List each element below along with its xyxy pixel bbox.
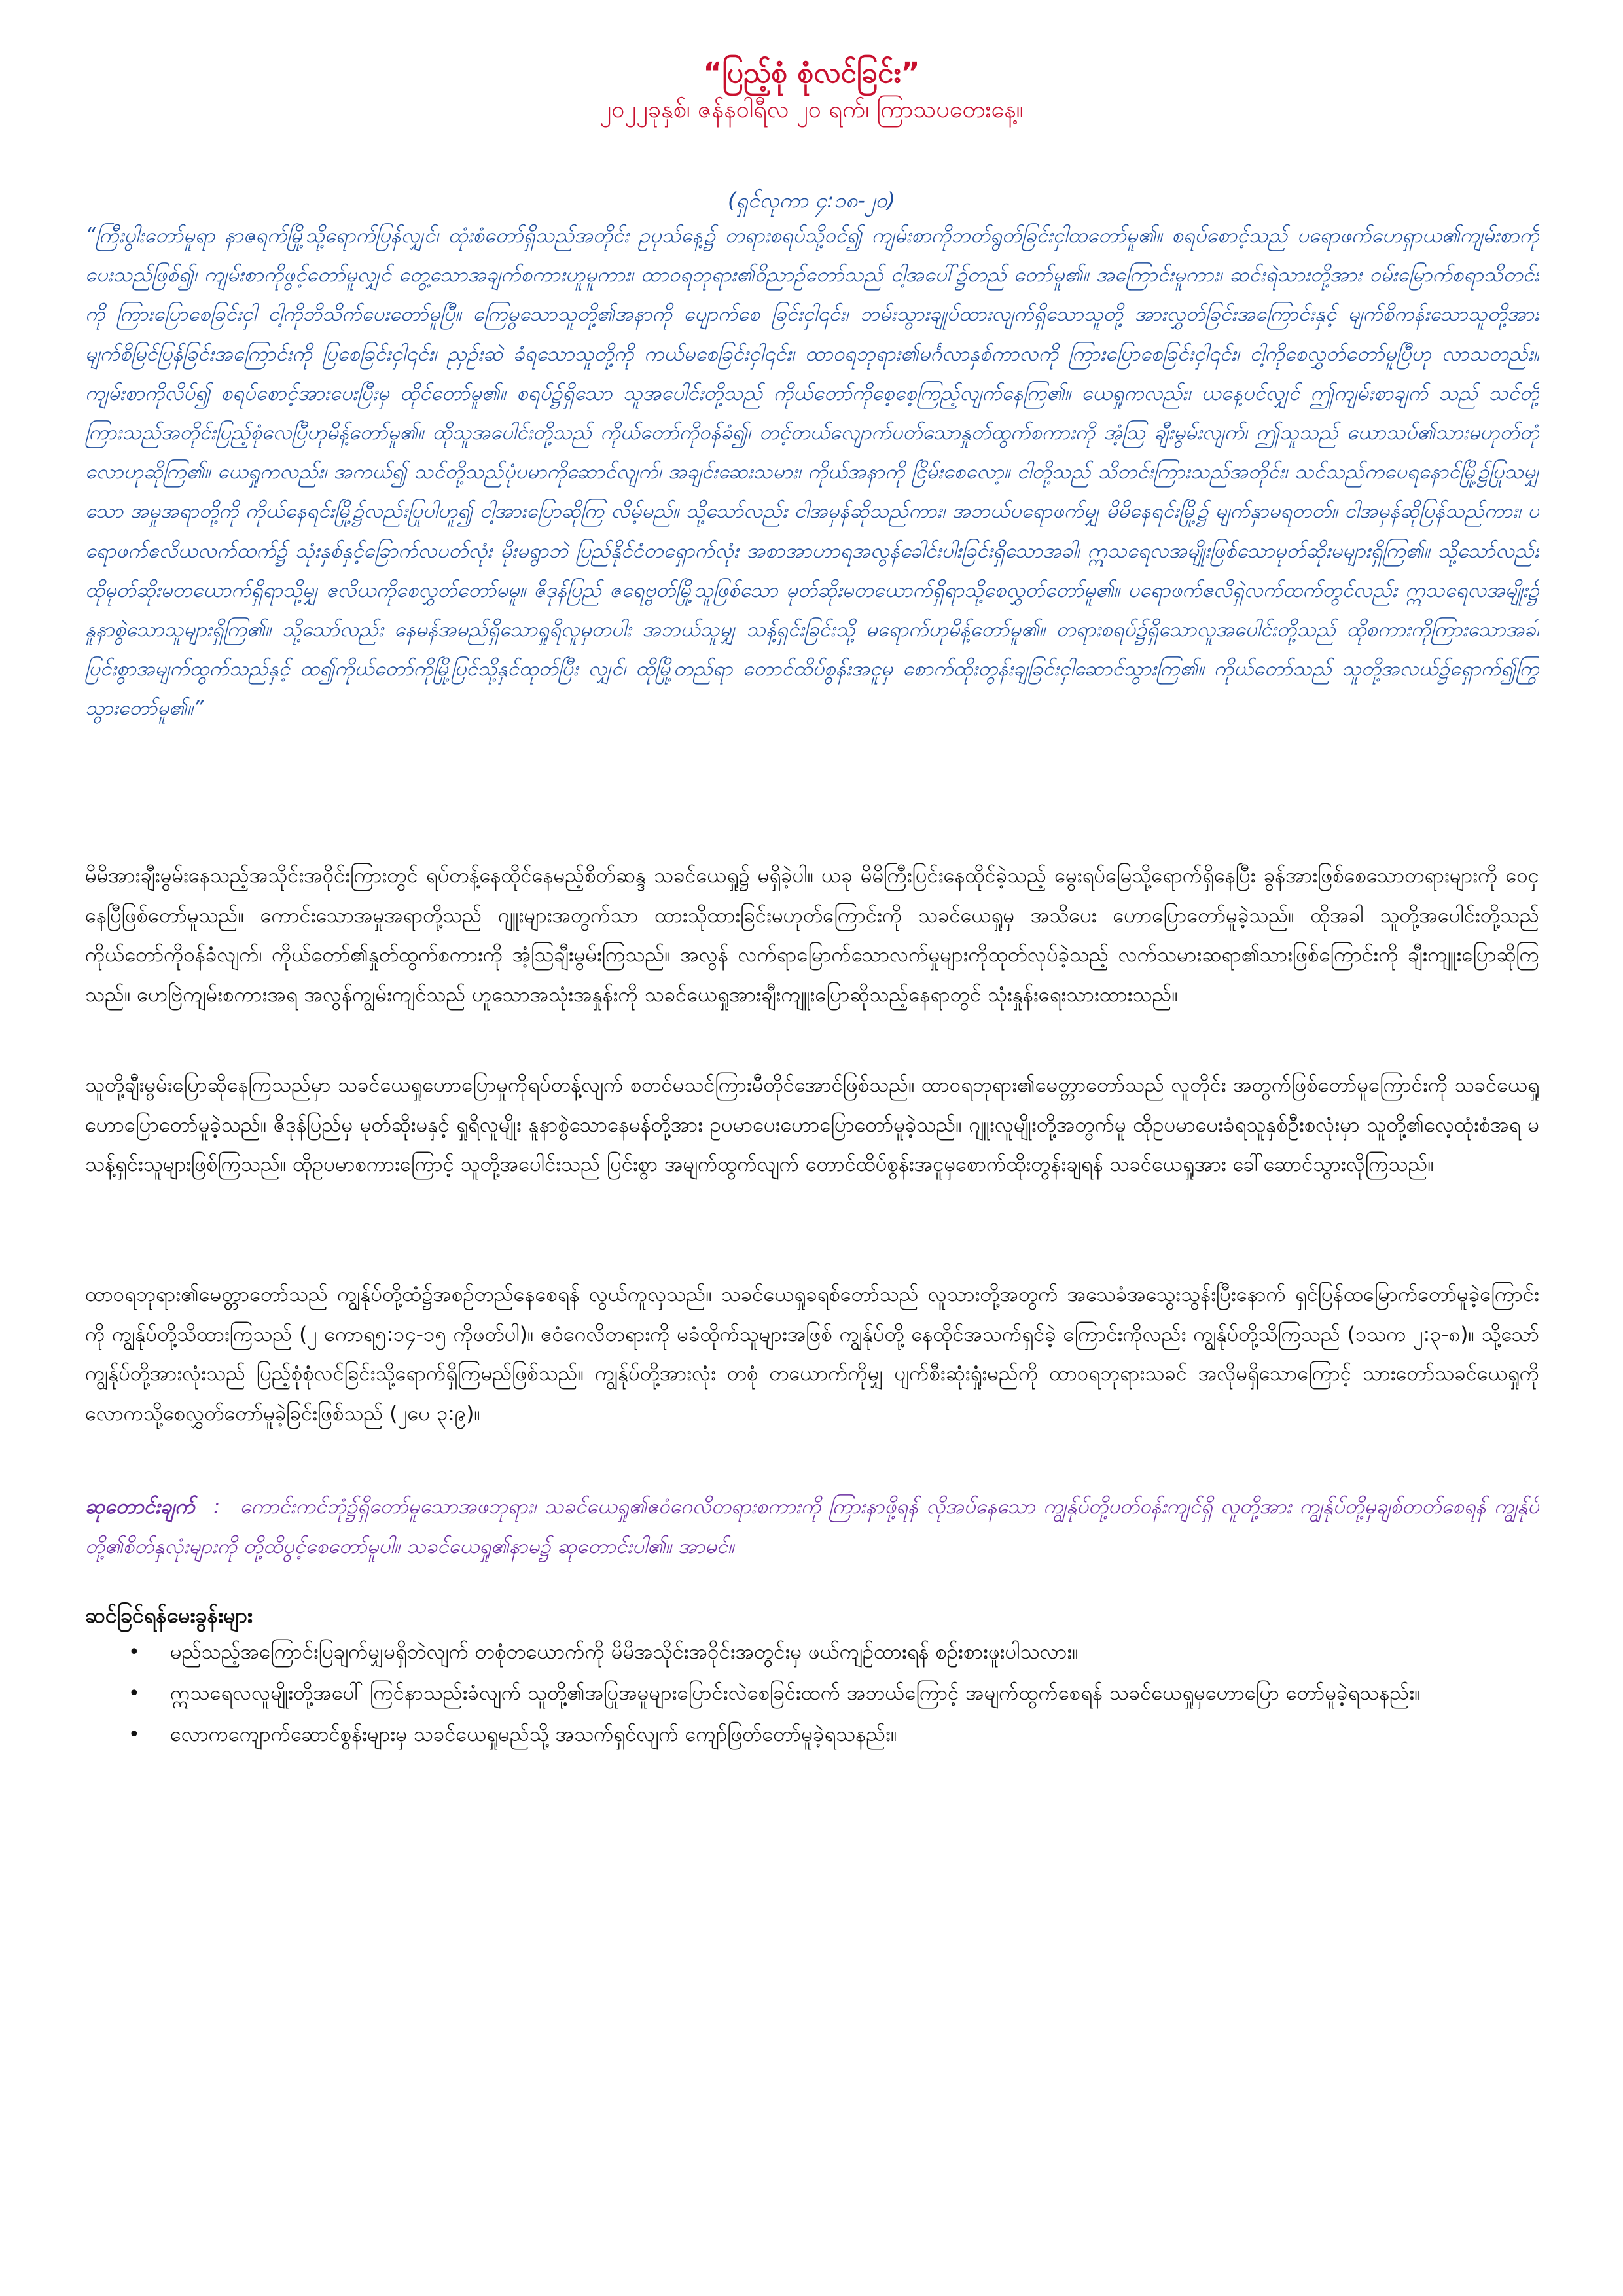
reflection-paragraph-1: မိမိအားချီးမွမ်းနေသည့်အသိုင်းအဝိုင်းကြားတွင် ရပ်တန့်နေထိုင်နေမည့်စိတ်ဆန္ဒ သခင်ယေရှု၌ မရှိခဲ့ပါ။ ယခု မိမိကြီးပြင်းနေထိုင်ခဲ့သည့် မွေးရပ်မြေသို့ရောက်ရှိနေပြီး ခွန်အားဖြစ်စေသောတရားများကို ဝေငှနေပြီဖြစ်တော်မူသည်။ ကောင်းသောအမှုအရာတို့သည် ဂျူးများအတွက်သာ ထားသိုထားခြင်းမဟုတ်ကြောင်းကို သခင်ယေရှုမှ အသိပေး ဟောပြောတော်မူခဲ့သည်။ ထိုအခါ သူတို့အပေါင်းတို့သည် ကိုယ်တော်ကိုဝန်ခံလျက်၊ ကိုယ်တော်၏နှုတ်ထွက်စကားကို အံ့ဩချီးမွမ်းကြသည်။ အလွန် လက်ရာမြောက်သောလက်မှုများကိုထုတ်လုပ်ခဲ့သည့် လက်သမားဆရာ၏သားဖြစ်ကြောင်းကို ချီးကျူးပြောဆိုကြသည်။ ဟေဗြဲကျမ်းစကားအရ အလွန်ကျွမ်းကျင်သည် ဟူသောအသုံးအနှုန်းကို သခင်ယေရှုအားချီးကျူးပြောဆိုသည့်နေရာတွင် သုံးနှုန်းရေးသားထားသည်။ — [85, 864, 1539, 1007]
bullet-icon: • — [128, 1641, 140, 1664]
question-text: မည်သည့်အကြောင်းပြချက်မျှမရှိဘဲလျက် တစုံတယောက်ကို မိမိအသိုင်းအဝိုင်းအတွင်းမှ ဖယ်ကျဉ်ထားရန် စဉ်းစားဖူးပါသလား။ — [170, 1640, 1079, 1664]
question-text: လောကကျောက်ဆောင်စွန်းများမှ သခင်ယေရှုမည်သို့ အသက်ရှင်လျက် ကျော်ဖြတ်တော်မူခဲ့ရသနည်း။ — [170, 1723, 897, 1746]
prayer-label: ဆုတောင်းချက် — [85, 1495, 195, 1518]
prayer-separator: : — [213, 1495, 221, 1518]
prayer-block — [85, 1487, 1539, 1572]
reflection-paragraph-3: ထာဝရဘုရား၏မေတ္တာတော်သည် ကျွန်ုပ်တို့ထံ၌အစဉ်တည်နေစေရန် လွယ်ကူလှသည်။ သခင်ယေရှုခရစ်တော်သည် လူသားတို့အတွက် အသေခံအသွေးသွန်းပြီးနောက် ရှင်ပြန်ထမြောက်တော်မူခဲ့ကြောင်းကို ကျွန်ုပ်တို့သိထားကြသည် (၂ ကောရ၅:၁၄-၁၅ ကိုဖတ်ပါ)။ ဧဝံဂေလိတရားကို မခံထိုက်သူများအဖြစ် ကျွန်ုပ်တို့ နေထိုင်အသက်ရှင်ခဲ့ ကြောင်းကိုလည်း ကျွန်ုပ်တို့သိကြသည် (၁သက ၂:၃-၈)။ သို့သော် ကျွန်ုပ်တို့အားလုံးသည် ပြည့်စုံစုံလင်ခြင်းသို့ရောက်ရှိကြမည်ဖြစ်သည်။ ကျွန်ုပ်တို့အားလုံး တစုံ တယောက်ကိုမျှ ပျက်စီးဆုံးရှုံးမည်ကို ထာဝရဘုရားသခင် အလိုမရှိသောကြောင့် သားတော်သခင်ယေရှုကို လောကသို့စေလွှတ်တော်မူခဲ့ခြင်းဖြစ်သည် (၂ပေ ၃:၉)။ — [85, 1283, 1539, 1426]
questions-list — [85, 1634, 1539, 1757]
question-item — [85, 1675, 1539, 1712]
prayer-text: ကောင်းကင်ဘုံ၌ရှိတော်မူသောအဖဘုရား၊ သခင်ယေရှု၏ဧဝံဂေလိတရားစကားကို ကြားနာဖို့ရန် လိုအပ်နေသော ကျွန်ုပ်တို့ပတ်ဝန်းကျင်ရှိ လူတို့အား ကျွန်ုပ်တို့မှချစ်တတ်စေရန် ကျွန်ုပ်တို့၏စိတ်နှလုံးများကို တို့ထိပွင့်စေတော်မူပါ။ သခင်ယေရှု၏နာမ၌ ဆုတောင်းပါ၏။ အာမင်။ — [85, 1495, 1539, 1558]
questions-heading: ဆင်ခြင်ရန်မေးခွန်းများ — [85, 1603, 253, 1628]
page-date: ၂၀၂၂ခုနှစ်၊ ဇန်နဝါရီလ ၂၀ ရက်၊ ကြာသပတေးနေ့။ — [599, 96, 1024, 123]
question-text: ဣသရေလလူမျိုးတို့အပေါ် ကြင်နာသည်းခံလျက် သူတို့၏အပြုအမူများပြောင်းလဲစေခြင်းထက် အဘယ်ကြောင့် အမျက်ထွက်စေရန် သခင်ယေရှုမှဟောပြော တော်မူခဲ့ရသနည်း။ — [170, 1681, 1421, 1705]
page-title: “ပြည့်စုံ စုံလင်ခြင်း” — [703, 56, 920, 90]
scripture-passage: “ကြီးပွါးတော်မူရာ နာဇရက်မြို့သို့ရောက်ပြန်လျှင်၊ ထုံးစံတော်ရှိသည်အတိုင်း ဥပုသ်နေ့၌ တရားစရပ်သို့ဝင်၍ ကျမ်းစာကိုဘတ်ရွတ်ခြင်းငှါထတော်မူ၏။ စရပ်စောင့်သည် ပရောဖက်ဟေရှာယ၏ကျမ်းစာကိုပေးသည်ဖြစ်၍၊ ကျမ်းစာကိုဖွင့်တော်မူလျှင် တွေ့သောအချက်စကားဟူမူကား၊ ထာဝရဘုရား၏ဝိညာဉ်တော်သည် ငါ့အပေါ်၌တည် တော်မူ၏။ အကြောင်းမူကား၊ ဆင်းရဲသားတို့အား ဝမ်းမြောက်စရာသိတင်းကို ကြားပြောစေခြင်းငှါ ငါ့ကိုဘိသိက်ပေးတော်မူပြီ။ ကြေမွသောသူတို့၏အနာကို ပျောက်စေ ခြင်းငှါ၎င်း၊ ဘမ်းသွားချုပ်ထားလျက်ရှိသောသူတို့ အားလွှတ်ခြင်းအကြောင်းနှင့် မျက်စိကန်းသောသူတို့အား မျက်စိမြင်ပြန်ခြင်းအကြောင်းကို ပြစေခြင်းငှါ၎င်း၊ ညှဉ်းဆဲ ခံရသောသူတို့ကို ကယ်မစေခြင်းငှါ၎င်း၊ ထာဝရဘုရား၏မင်္ဂလာနှစ်ကာလကို ကြားပြောစေခြင်းငှါ၎င်း၊ ငါ့ကိုစေလွှတ်တော်မူပြီဟု လာသတည်း။ ကျမ်းစာကိုလိပ်၍ စရပ်စောင့်အားပေးပြီးမှ ထိုင်တော်မူ၏။ စရပ်၌ရှိသော သူအပေါင်းတို့သည် ကိုယ်တော်ကိုစေ့စေ့ကြည့်လျက်နေကြ၏။ ယေရှုကလည်း၊ ယနေ့ပင်လျှင် ဤကျမ်းစာချက် သည် သင်တို့ကြားသည်အတိုင်းပြည့်စုံလေပြီဟုမိန့်တော်မူ၏။ ထိုသူအပေါင်းတို့သည် ကိုယ်တော်ကိုဝန်ခံ၍၊ တင့်တယ်လျောက်ပတ်သောနှုတ်ထွက်စကားကို အံ့ဩ ချီးမွမ်းလျက်၊ ဤသူသည် ယောသပ်၏သားမဟုတ်တုံလောဟုဆိုကြ၏။ ယေရှုကလည်း၊ အကယ်၍ သင်တို့သည်ပုံပမာကိုဆောင်လျက်၊ အချင်းဆေးသမား၊ ကိုယ်အနာကို ငြိမ်းစေလော့။ ငါတို့သည် သိတင်းကြားသည်အတိုင်း၊ သင်သည်ကပေရနောင်မြို့၌ပြုသမျှသော အမှုအရာတို့ကို ကိုယ်နေရင်းမြို့၌လည်းပြုပါဟူ၍ ငါ့အားပြောဆိုကြ လိမ့်မည်။ သို့သော်လည်း ငါအမှန်ဆိုသည်ကား၊ အဘယ်ပရောဖက်မျှ မိမိနေရင်းမြို့၌ မျက်နှာမရတတ်။ ငါအမှန်ဆိုပြန်သည်ကား၊ ပရောဖက်ဧလိယလက်ထက်၌ သုံးနှစ်နှင့်ခြောက်လပတ်လုံး မိုးမရွာဘဲ ပြည်နိုင်ငံတရှောက်လုံး အစာအာဟာရအလွန်ခေါင်းပါးခြင်းရှိသောအခါ၊ ဣသရေလအမျိုးဖြစ်သောမုတ်ဆိုးမများရှိကြ၏။ သို့သော်လည်း ထိုမုတ်ဆိုးမတယောက်ရှိရာသို့မျှ ဧလိယကိုစေလွှတ်တော်မမူ။ ဇိဒုန်ပြည် ဇရေဗ္ဗတ်မြို့သူဖြစ်သော မုတ်ဆိုးမတယောက်ရှိရာသို့စေလွှတ်တော်မူ၏။ ပရောဖက်ဧလိရှဲလက်ထက်တွင်လည်း ဣသရေလအမျိုး၌ နူနာစွဲသောသူများရှိကြ၏။ သို့သော်လည်း နေမန်အမည်ရှိသောရှုရိလူမှတပါး အဘယ်သူမျှ သန့်ရှင်းခြင်းသို့ မရောက်ဟုမိန့်တော်မူ၏။ တရားစရပ်၌ရှိသောလူအပေါင်းတို့သည် ထိုစကားကိုကြားသောအခါပြင်းစွာအမျက်ထွက်သည်နှင့် ထ၍ကိုယ်တော်ကိုမြို့ပြင်သို့နှင်ထုတ်ပြီး လျှင်၊ ထိုမြို့တည်ရာ တောင်ထိပ်စွန်းအငူမှ စောက်ထိုးတွန်းချခြင်းငှါဆောင်သွားကြ၏။ ကိုယ်တော်သည် သူတို့အလယ်၌ရှောက်၍ကြွသွားတော်မူ၏။” — [85, 224, 1539, 721]
reflection-paragraph-2: သူတို့ချီးမွမ်းပြောဆိုနေကြသည်မှာ သခင်ယေရှုဟောပြောမှုကိုရပ်တန့်လျက် စတင်မသင်ကြားမီတိုင်အောင်ဖြစ်သည်။ ထာဝရဘုရား၏မေတ္တာတော်သည် လူတိုင်း အတွက်ဖြစ်တော်မူကြောင်းကို သခင်ယေရှုဟောပြောတော်မူခဲ့သည်။ ဇိဒုန်ပြည်မှ မုတ်ဆိုးမနှင့် ရှုရိလူမျိုး နူနာစွဲသောနေမန်တို့အား ဥပမာပေးဟောပြောတော်မူခဲ့သည်။ ဂျူးလူမျိုးတို့အတွက်မူ ထိုဥပမာပေးခံရသူနှစ်ဦးစလုံးမှာ သူတို့၏လေ့ထုံးစံအရ မသန့်ရှင်းသူများဖြစ်ကြသည်။ ထိုဥပမာစကားကြောင့် သူတို့အပေါင်းသည် ပြင်းစွာ အမျက်ထွက်လျက် တောင်ထိပ်စွန်းအငူမှစောက်ထိုးတွန်းချရန် သခင်ယေရှုအား ခေါ်ဆောင်သွားလိုကြသည်။ — [85, 1073, 1539, 1176]
scripture-reference: (ရှင်လုကာ ၄:၁၈-၂၀) — [727, 188, 896, 213]
bullet-icon: • — [128, 1682, 140, 1705]
question-item — [85, 1634, 1539, 1671]
question-item — [85, 1716, 1539, 1753]
bullet-icon: • — [128, 1723, 140, 1746]
